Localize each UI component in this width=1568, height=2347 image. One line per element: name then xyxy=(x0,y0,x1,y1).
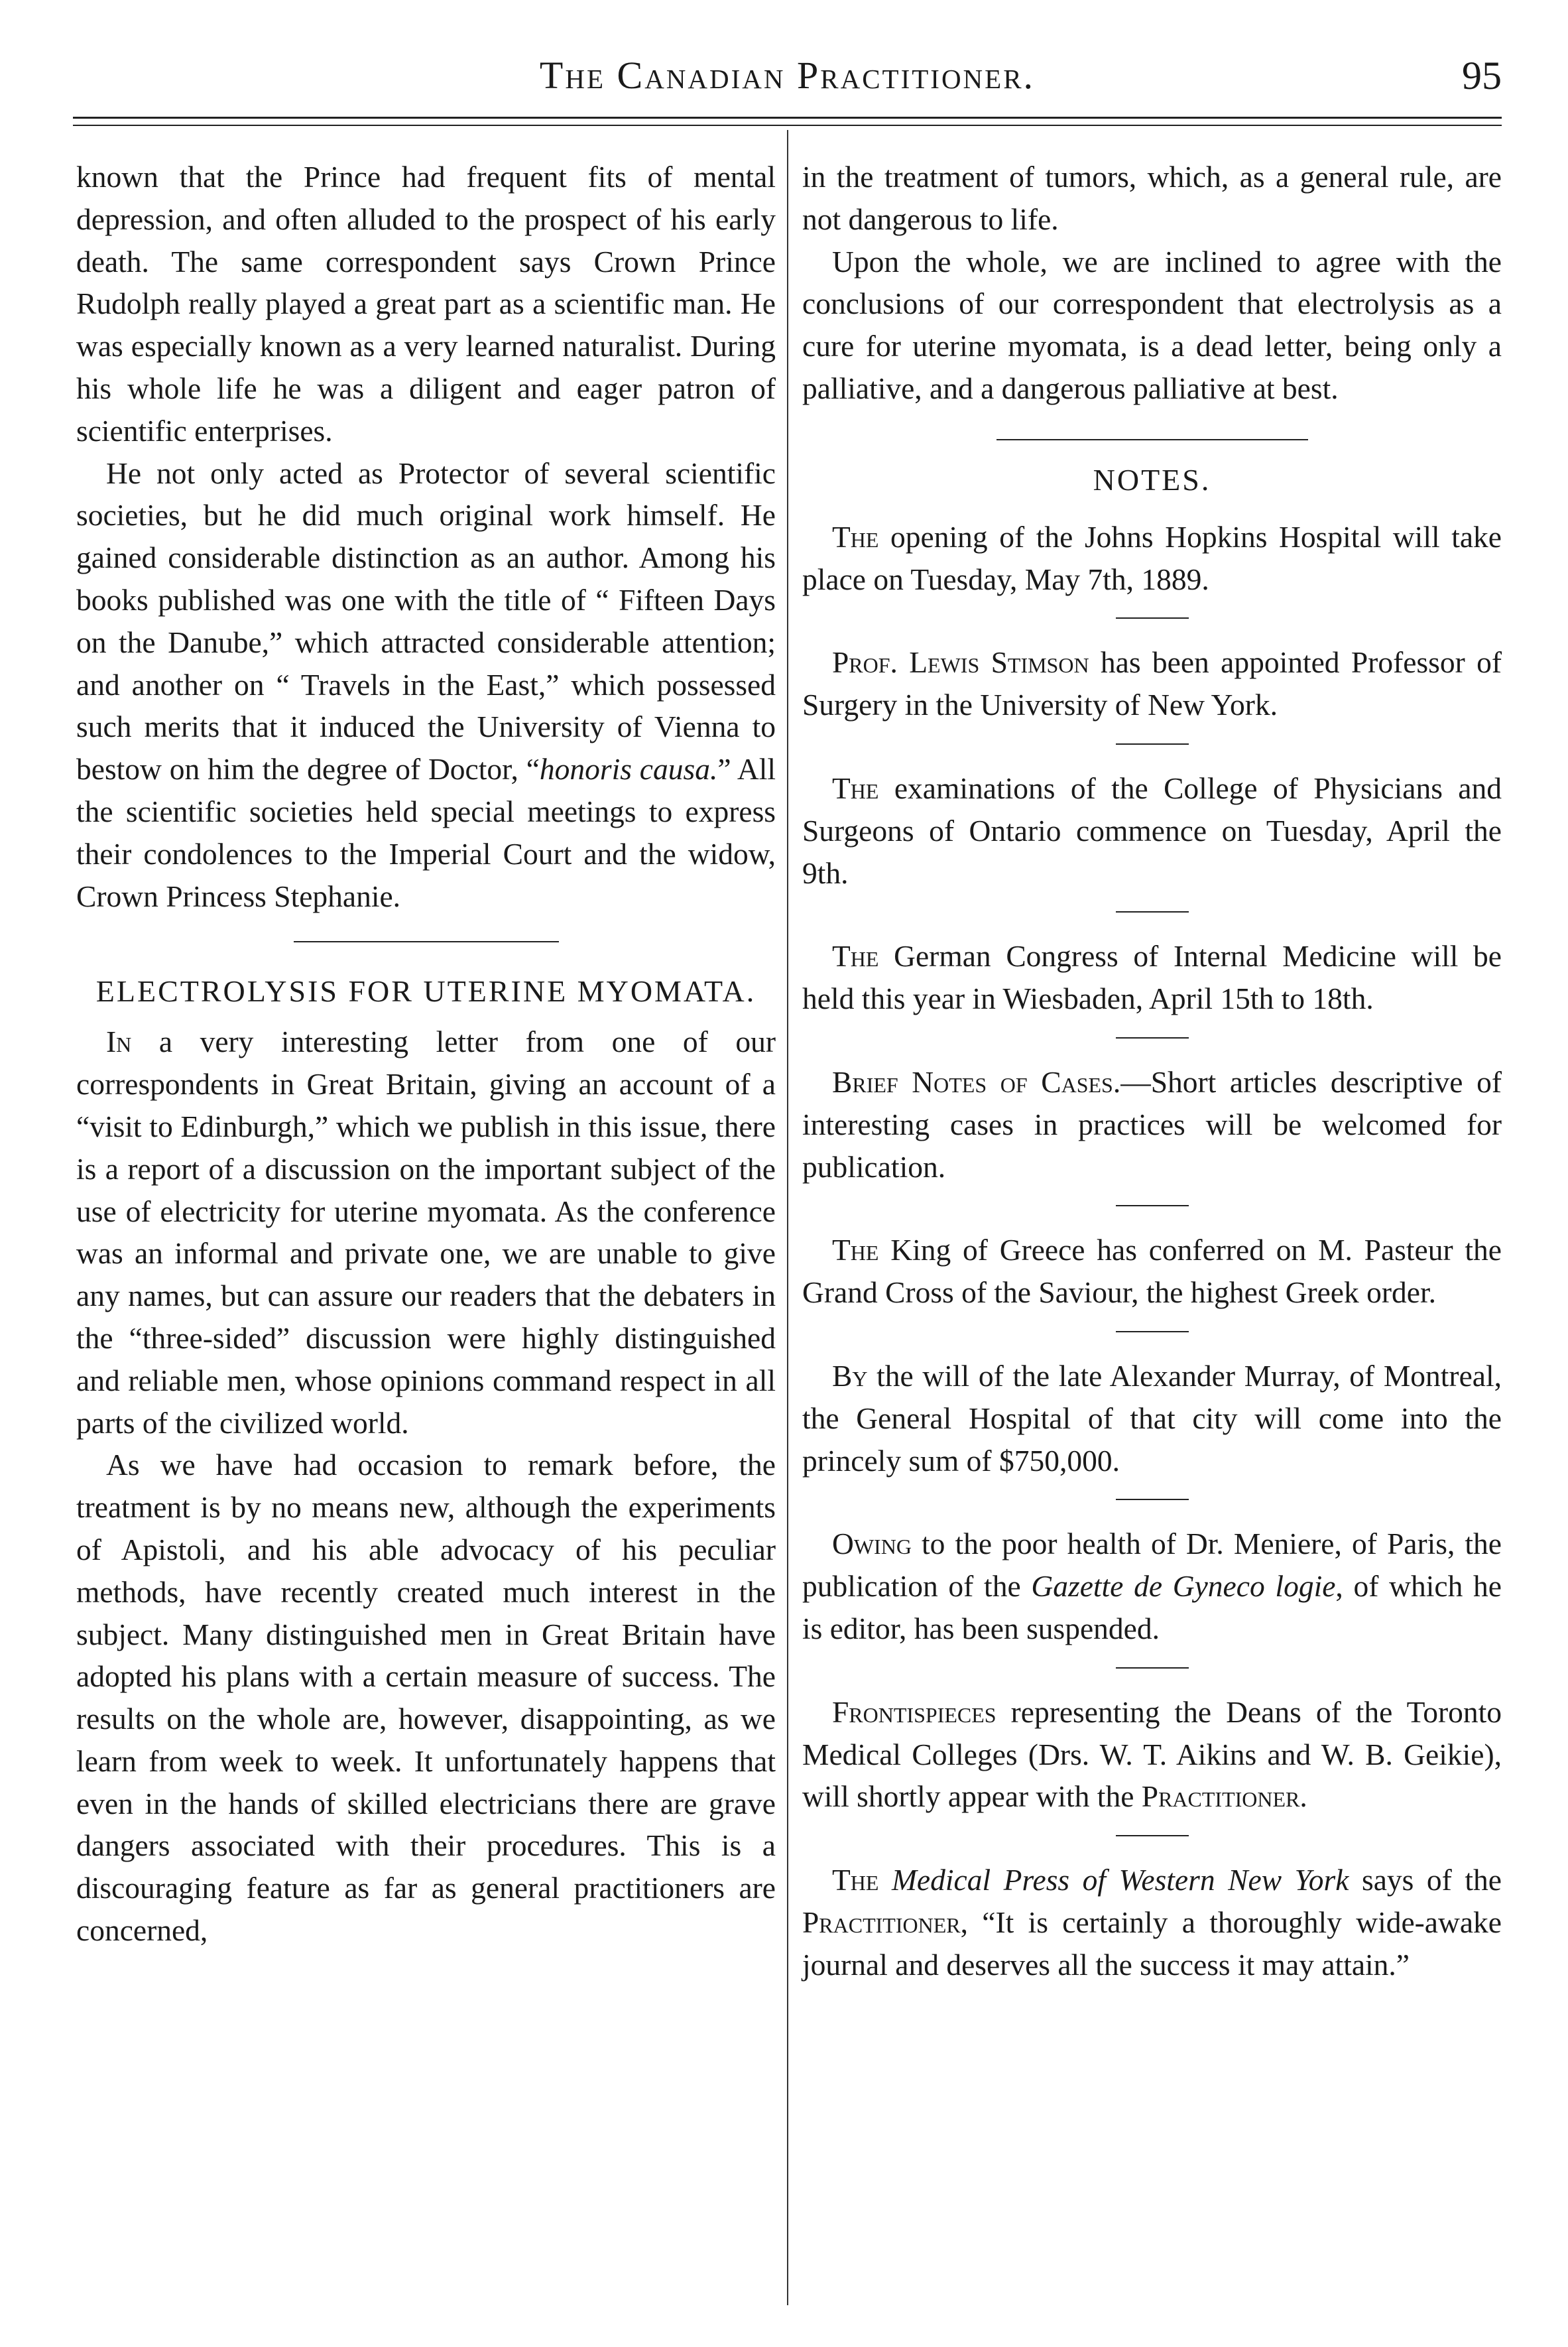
left-column xyxy=(76,156,776,1952)
journal-title: Gazette de Gyneco logie xyxy=(1031,1569,1336,1604)
note-text: representing the Deans of the Toronto Medical Colleges (Drs. W. T. Aikins and W. B. Geikie), will shortly appear with the xyxy=(802,1694,1502,1814)
note-divider xyxy=(1116,1037,1189,1039)
notes-heading: NOTES. xyxy=(1093,462,1211,497)
paragraph-conclusion: Upon the whole, we are inclined to agree with the conclusions of our correspondent that electrolysis as a cure for uterine myomata, is a dead letter, being only a palliative, and a dangerous palliative at best. xyxy=(802,244,1502,405)
header-rule-thin xyxy=(73,125,1502,126)
lead-word: The xyxy=(832,1233,879,1267)
note-text: —Short articles descriptive of interesting cases in practices will be welcomed for publication. xyxy=(802,1064,1502,1184)
note-text: , of which he is editor, has been suspended. xyxy=(802,1569,1502,1645)
note-divider xyxy=(1116,617,1189,619)
note-divider xyxy=(1116,743,1189,745)
note-divider xyxy=(1116,1667,1189,1669)
lead-word: The xyxy=(832,1863,879,1897)
lead-word: Prof. Lewis Stimson xyxy=(832,645,1089,680)
note-frontispieces xyxy=(802,1691,1502,1818)
lead-word: By xyxy=(832,1358,868,1393)
paragraph-prince-continued: known that the Prince had frequent fits of mental depression, and often alluded to the prospect of his early death. The same correspondent says Crown Prince Rudolph really played a great part as a scientific man. He was especially known as a very learned naturalist. During his whole life he was a diligent and eager patron of scientific enterprises. xyxy=(76,160,776,448)
note-text: says of the xyxy=(1349,1863,1502,1897)
note-murray-will xyxy=(802,1355,1502,1482)
column-divider xyxy=(787,130,788,2305)
lead-word: Brief Notes of Cases. xyxy=(832,1064,1121,1099)
section-heading-electrolysis: ELECTROLYSIS FOR UTERINE MYOMATA. xyxy=(95,974,756,1009)
note-divider xyxy=(1116,911,1189,913)
running-title: The Canadian Practitioner. xyxy=(539,54,1036,97)
paragraph-text: a very interesting letter from one of our correspondents in Great Britain, giving an account of a “visit to Edinburgh,” which we publish in this issue, there is a report of a discussion on the important subject of the use of electricity for uterine myomata. As the conference was an informal and private one, we are unable to give any names, but can assure our readers that the debaters in the “three-sided” discussion were highly distinguished and reliable men, whose opinions command respect in all parts of the civilized world. xyxy=(76,1025,776,1440)
page-number: 95 xyxy=(1462,54,1502,97)
page-header xyxy=(73,33,1502,106)
header-rule-thick xyxy=(73,117,1502,119)
lead-word: The xyxy=(832,939,879,974)
note-johns-hopkins xyxy=(802,516,1502,601)
lead-word: Frontispieces xyxy=(832,1694,996,1729)
lead-word: The xyxy=(832,519,879,554)
note-text: opening of the Johns Hopkins Hospital will take place on Tuesday, May 7th, 1889. xyxy=(802,519,1502,596)
note-medical-press xyxy=(802,1859,1502,1986)
note-divider xyxy=(1116,1205,1189,1206)
note-text: examinations of the College of Physicians and Surgeons of Ontario commence on Tuesday, April the 9th. xyxy=(802,771,1502,890)
paragraph-prince-works xyxy=(76,452,776,918)
note-text: to the poor health of Dr. Meniere, of Paris, the publication of the xyxy=(802,1527,1502,1604)
note-divider xyxy=(1116,1499,1189,1500)
note-meniere xyxy=(802,1523,1502,1649)
section-divider xyxy=(294,941,559,942)
note-text: German Congress of Internal Medicine will be held this year in Wiesbaden, April 15th to 18th. xyxy=(802,939,1502,1016)
note-stimson xyxy=(802,641,1502,726)
paragraph-electrolysis-treatment: As we have had occasion to remark before, the treatment is by no means new, although the experiments of Apistoli, and his able advocacy of his peculiar methods, have recently created much interest in the subject. Many distinguished men in Great Britain have adopted his plans with a certain measure of success. The results on the whole are, however, disappointing, as we learn from week to week. It unfortunately happens that even in the hands of skilled electricians there are grave dangers associated with their procedures. This is a discouraging feature as far as general practitioners are concerned, xyxy=(76,1448,776,1948)
lead-word: Owing xyxy=(832,1527,912,1561)
journal-name: Practitioner xyxy=(802,1905,961,1939)
lead-word: In xyxy=(106,1025,132,1059)
paragraph-text: ” All the scientific societies held special meetings to express their condolences to the Imperial Court and the widow, Crown Princess Stephanie. xyxy=(76,752,776,913)
note-text: King of Greece has conferred on M. Pasteur the Grand Cross of the Saviour, the highest Greek order. xyxy=(802,1233,1502,1310)
right-column xyxy=(802,156,1502,1986)
note-brief-notes xyxy=(802,1061,1502,1188)
paragraph-text: He not only acted as Protector of several scientific societies, but he did much original work himself. He gained considerable distinction as an author. Among his books published was one with the title of “ Fifteen Days on the Danube,” which attracted considerable attention; and another on “ Travels in the East,” which possessed such merits that it induced the University of Vienna to bestow on him the degree of Doctor, “ xyxy=(76,456,776,787)
section-divider xyxy=(996,439,1308,440)
note-text: has been appointed Professor of Surgery in the University of New York. xyxy=(802,645,1502,722)
journal-title: Medical Press of Western New York xyxy=(892,1863,1349,1897)
note-divider xyxy=(1116,1835,1189,1836)
italic-phrase: honoris causa. xyxy=(539,752,718,787)
lead-word: The xyxy=(832,771,879,805)
note-examinations xyxy=(802,767,1502,894)
note-german-congress xyxy=(802,935,1502,1020)
note-king-of-greece xyxy=(802,1229,1502,1314)
note-text: the will of the late Alexander Murray, of Montreal, the General Hospital of that city will come into the princely sum of $750,000. xyxy=(802,1358,1502,1478)
paragraph-electrolysis-intro xyxy=(76,1021,776,1444)
note-text: , “It is certainly a thoroughly wide-awake journal and deserves all the success it may attain.” xyxy=(802,1905,1502,1982)
paragraph-tumors-continued: in the treatment of tumors, which, as a general rule, are not dangerous to life. xyxy=(802,160,1502,236)
journal-name: Practitioner. xyxy=(1141,1779,1307,1814)
note-divider xyxy=(1116,1331,1189,1332)
